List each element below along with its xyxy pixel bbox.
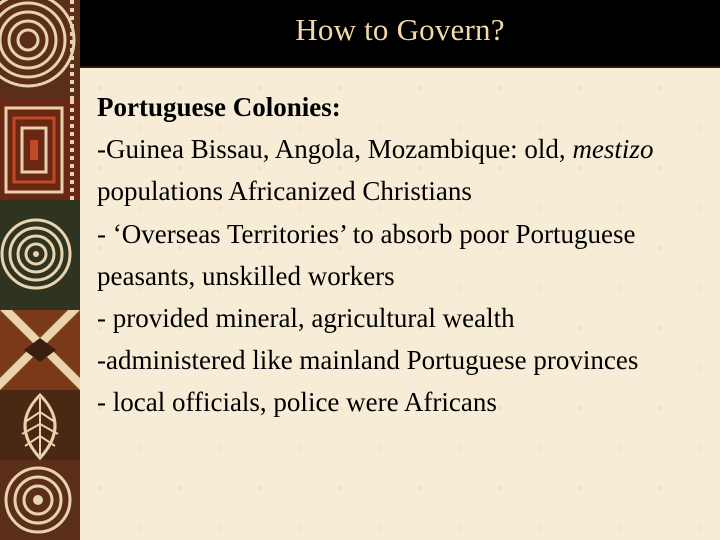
- section-heading: Portuguese Colonies:: [97, 92, 341, 122]
- bullet-1-text-a: -Guinea Bissau, Angola, Mozambique: old,: [97, 134, 573, 165]
- decorative-textile-strip: [0, 0, 80, 540]
- leaf-feather-motif: [0, 390, 80, 460]
- textile-pattern-art: [0, 0, 80, 540]
- green-spiral-motif: [0, 200, 80, 310]
- bottom-spiral-motif: [0, 460, 80, 540]
- bullet-3: - provided mineral, agricultural wealth: [97, 303, 515, 334]
- bullet-1: [97, 128, 707, 212]
- slide-body: [97, 86, 707, 424]
- bullet-5: - local officials, police were Africans: [97, 387, 497, 418]
- bullet-1-text-b: populations Africanized Christians: [97, 176, 472, 207]
- bullet-1-italic-term: mestizo: [572, 134, 654, 165]
- diagonal-cross-motif: [0, 310, 80, 390]
- bullet-4: -administered like mainland Portuguese provinces: [97, 345, 639, 376]
- concentric-arc-motif: [0, 0, 80, 100]
- title-bar: [80, 0, 720, 68]
- red-square-spiral-motif: [0, 100, 80, 200]
- slide-title: How to Govern?: [295, 12, 505, 47]
- bullet-2: - ‘Overseas Territories’ to absorb poor Portuguese peasants, unskilled workers: [97, 218, 636, 291]
